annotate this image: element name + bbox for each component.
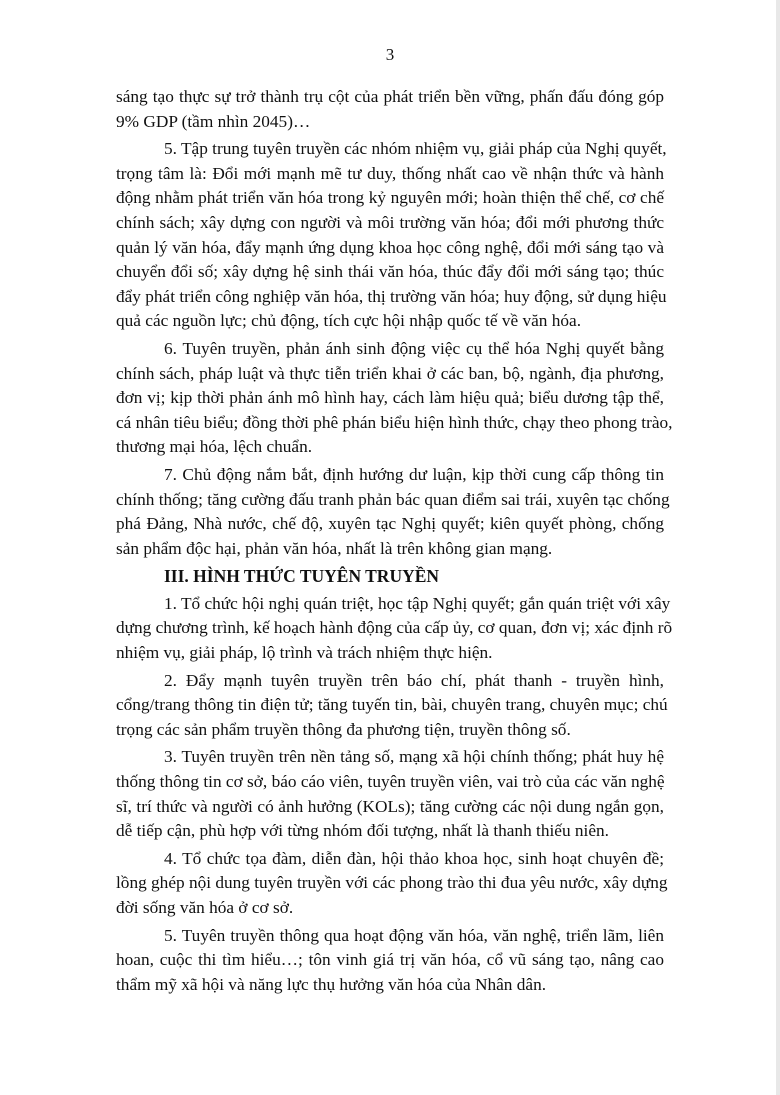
text-line: chính sách, pháp luật và thực tiễn triển khai ở các ban, bộ, ngành, địa phương, [116, 363, 664, 383]
text-line: hoan, cuộc thi tìm hiểu…; tôn vinh giá trị văn hóa, cổ vũ sáng tạo, nâng cao [116, 950, 664, 970]
text-line: đẩy phát triển công nghiệp văn hóa, thị trường văn hóa; huy động, sử dụng hiệu [116, 286, 667, 306]
text-line: lồng ghép nội dung tuyên truyền với các phong trào thi đua yêu nước, xây dựng [116, 873, 668, 893]
text-line: động nhằm phát triển văn hóa trong kỷ nguyên mới; hoàn thiện thể chế, cơ chế [116, 188, 664, 208]
text-line: đời sống văn hóa ở cơ sở. [116, 898, 294, 917]
text-line: đơn vị; kịp thời phản ánh mô hình hay, cách làm hiệu quả; biểu dương tập thể, [116, 388, 664, 408]
text-line: 5. Tập trung tuyên truyền các nhóm nhiệm vụ, giải pháp của Nghị quyết, [164, 139, 667, 159]
text-line: chuyển đổi số; xây dựng hệ sinh thái văn hóa, thúc đẩy đổi mới sáng tạo; thúc [116, 262, 664, 282]
page-number: 3 [385, 45, 395, 64]
text-line: quản lý văn hóa, đẩy mạnh ứng dụng khoa học công nghệ, đổi mới sáng tạo và [116, 237, 664, 257]
paragraph [116, 924, 664, 998]
paragraph [116, 337, 673, 460]
text-line: quả các nguồn lực; chủ động, tích cực hội nhập quốc tế về văn hóa. [116, 311, 582, 331]
text-line: 9% GDP (tầm nhìn 2045)… [116, 111, 311, 131]
text-line: trọng tâm là: Đổi mới mạnh mẽ tư duy, thống nhất cao về nhận thức và hành [116, 163, 664, 183]
paragraph [116, 592, 673, 666]
text-line: chính sách; xây dựng con người và môi trường văn hóa; đổi mới phương thức [116, 212, 664, 232]
paragraph [116, 137, 667, 334]
text-line: 2. Đẩy mạnh tuyên truyền trên báo chí, phát thanh - truyền hình, [164, 670, 664, 690]
text-line: 6. Tuyên truyền, phản ánh sinh động việc cụ thể hóa Nghị quyết bằng [164, 338, 664, 358]
text-line: sản phẩm độc hại, phản văn hóa, nhất là trên không gian mạng. [116, 538, 553, 558]
text-line: sáng tạo thực sự trở thành trụ cột của phát triển bền vững, phấn đấu đóng góp [116, 87, 664, 106]
text-line: nhiệm vụ, giải pháp, lộ trình và trách nhiệm thực hiện. [116, 643, 493, 663]
text-line: chính thống; tăng cường đấu tranh phản bác quan điểm sai trái, xuyên tạc chống [116, 489, 670, 509]
text-line: sĩ, trí thức và người có ảnh hưởng (KOLs); tăng cường các nội dung ngắn gọn, [116, 796, 664, 816]
text-line: 3. Tuyên truyền trên nền tảng số, mạng xã hội chính thống; phát huy hệ [164, 747, 664, 767]
text-line: dễ tiếp cận, phù hợp với từng nhóm đối tượng, nhất là thanh thiếu niên. [116, 821, 609, 841]
text-line: thống thông tin cơ sở, báo cáo viên, tuyên truyền viên, vai trò của các văn nghệ [116, 772, 665, 792]
paragraph [116, 847, 668, 921]
text-line: thẩm mỹ xã hội và năng lực thụ hưởng văn hóa của Nhân dân. [116, 974, 547, 994]
text-line: dựng chương trình, kế hoạch hành động của cấp ủy, cơ quan, đơn vị; xác định rõ [116, 618, 673, 638]
text-line: trọng các sản phẩm truyền thông đa phương tiện, truyền thông số. [116, 719, 571, 739]
text-line: thương mại hóa, lệch chuẩn. [116, 437, 313, 457]
paragraph [116, 669, 668, 743]
text-line: phá Đảng, Nhà nước, chế độ, xuyên tạc Nghị quyết; kiên quyết phòng, chống [116, 514, 664, 534]
text-line: 5. Tuyên truyền thông qua hoạt động văn hóa, văn nghệ, triển lãm, liên [164, 925, 664, 945]
text-line: cổng/trang thông tin điện tử; tăng tuyến tin, bài, chuyên trang, chuyên mục; chú [116, 695, 668, 715]
page-edge [776, 0, 780, 1095]
text-line: 7. Chủ động nắm bắt, định hướng dư luận, kịp thời cung cấp thông tin [164, 464, 664, 484]
text-line: 4. Tổ chức tọa đàm, diễn đàn, hội thảo khoa học, sinh hoạt chuyên đề; [164, 848, 664, 868]
document-body [116, 85, 673, 1000]
paragraph [116, 463, 670, 561]
section-heading: III. HÌNH THỨC TUYÊN TRUYỀN [164, 566, 440, 587]
paragraph [116, 745, 664, 843]
text-line: cá nhân tiêu biểu; đồng thời phê phán biểu hiện hình thức, chạy theo phong trào, [116, 412, 673, 432]
text-line: 1. Tổ chức hội nghị quán triệt, học tập Nghị quyết; gắn quán triệt với xây [164, 593, 671, 613]
paragraph [116, 85, 664, 134]
